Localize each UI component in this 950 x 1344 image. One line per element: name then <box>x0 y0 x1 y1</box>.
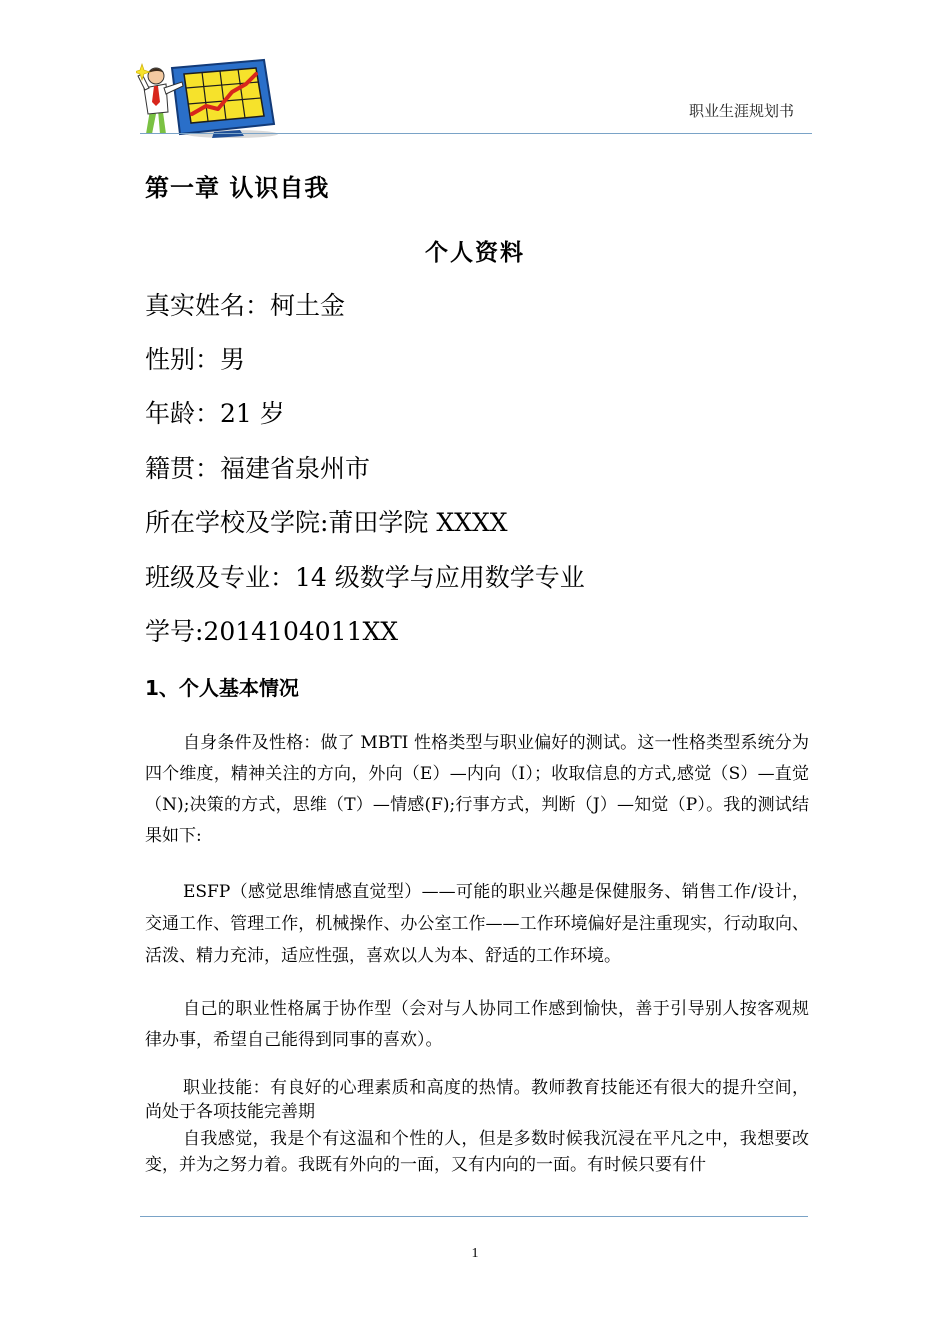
page-number: 1 <box>471 1246 479 1261</box>
info-name: 真实姓名：柯土金 <box>145 291 346 320</box>
info-gender: 性别：男 <box>145 345 246 374</box>
paragraph-skills: 职业技能：有良好的心理素质和高度的热情。教师教育技能还有很大的提升空间，尚处于各项技能完善期 <box>145 1078 809 1122</box>
section-title: 个人资料 <box>425 240 525 266</box>
info-student-id: 学号:2014104011XX <box>145 617 399 646</box>
info-hometown: 籍贯：福建省泉州市 <box>145 454 371 483</box>
paragraph-personality: 自身条件及性格：做了 MBTI 性格类型与职业偏好的测试。这一性格类型系统分为四个维度，精神关注的方向，外向（E）—内向（I）；收取信息的方式,感觉（S）—直觉（N);决策的方式，思维（T）—情感(F);行事方式，判断（J）—知觉（P）。我的测试结果如下: <box>145 733 809 846</box>
info-school: 所在学校及学院:莆田学院 XXXX <box>145 508 508 537</box>
header-title: 职业生涯规划书 <box>688 102 794 120</box>
paragraph-collaborative: 自己的职业性格属于协作型（会对与人协同工作感到愉快，善于引导别人按客观规律办事，希望自己能得到同事的喜欢）。 <box>145 999 809 1050</box>
paragraph-esfp: ESFP（感觉思维情感直觉型）——可能的职业兴趣是保健服务、销售工作/设计，交通工作、管理工作，机械操作、办公室工作——工作环境偏好是注重现实，行动取向、活泼、精力充沛，适应性强，喜欢以人为本、舒适的工作环境。 <box>145 882 809 966</box>
chapter-title: 第一章 认识自我 <box>145 174 330 202</box>
header-divider <box>140 133 812 134</box>
career-chart-logo-icon <box>136 54 282 138</box>
info-class-major: 班级及专业：14 级数学与应用数学专业 <box>145 563 585 592</box>
paragraph-self-perception: 自我感觉，我是个有这温和个性的人，但是多数时候我沉浸在平凡之中，我想要改变，并为之努力着。我既有外向的一面，又有内向的一面。有时候只要有什 <box>145 1129 809 1175</box>
subsection-title: 1、个人基本情况 <box>145 676 299 700</box>
footer-divider <box>140 1216 808 1217</box>
info-age: 年龄：21 岁 <box>145 399 285 428</box>
